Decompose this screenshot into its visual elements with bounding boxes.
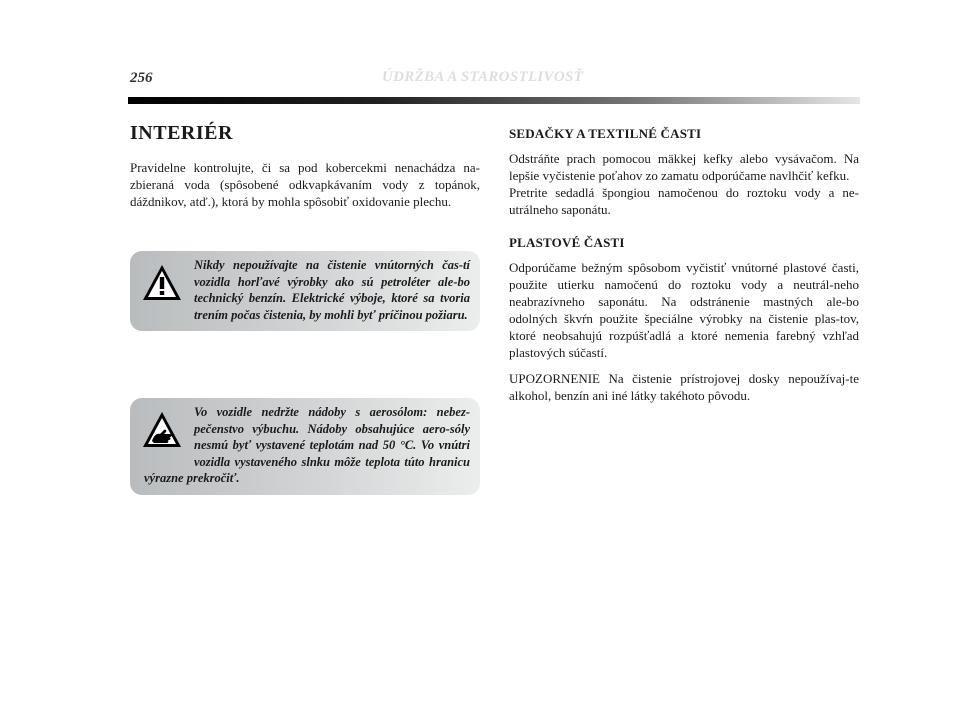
seats-paragraph-1: Odstráňte prach pomocou mäkkej kefky alebo vysávačom. Na lepšie vyčistenie poťahov zo zamatu odporúčame navlhčiť kefku. xyxy=(509,151,859,183)
header-rule xyxy=(128,97,860,104)
plastic-notice-paragraph: UPOZORNENIE Na čistenie prístrojovej dosky nepoužívaj-te alkohol, benzín ani iné látky takéhoto pôvodu. xyxy=(509,371,859,403)
plastic-title: PLASTOVÉ ČASTI xyxy=(509,235,625,250)
left-column xyxy=(130,122,480,210)
warning-text-fire: Nikdy nepoužívajte na čistenie vnútorných čas-tí vozidla horľavé výrobky ako sú petroléter ale-bo technický benzín. Elektrické výboje, ktoré sa tvoria trením počas čistenia, by mohli byť príčinou požiaru. xyxy=(194,258,470,322)
seats-title: SEDAČKY A TEXTILNÉ ČASTI xyxy=(509,126,702,141)
running-header-title: ÚDRŽBA A STAROSTLIVOSŤ xyxy=(382,69,584,85)
section-title: INTERIÉR xyxy=(130,122,233,144)
intro-paragraph: Pravidelne kontrolujte, či sa pod kobercekmi nenachádza na-zbieraná voda (spôsobené odkvapkávaním vody z topánok, dáždnikov, atď.), ktorá by mohla spôsobiť oxidovanie plechu. xyxy=(130,160,480,209)
plastic-paragraph-1: Odporúčame bežným spôsobom vyčistiť vnútorné plastové časti, použite utierku namočenú do roztoku vody a neutrál-neho neabrazívneho saponátu. Na odstránenie mastných ale-bo odolných škvŕn použite špeciálne výrobky na čistenie plas-tov, ktoré neobsahujú rozpúšťadlá a ktoré nemenia farebný vzhľad plastových súčastí. xyxy=(509,260,859,360)
caution-hand-icon xyxy=(140,408,184,452)
warning-box-fire xyxy=(130,251,480,331)
page-number: 256 xyxy=(130,70,153,86)
warning-text-aerosol: Vo vozidle nedržte nádoby s aerosólom: nebez-pečenstvo výbuchu. Nádoby obsahujúce aero-sóly nesmú byť vystavené teplotám nad 50 °C. Vo vnútri vozidla vystaveného slnku môže teplota túto hranicu výrazne prekročiť. xyxy=(144,405,470,485)
seats-paragraph-2: Pretrite sedadlá špongiou namočenou do roztoku vody a ne-utrálneho saponátu. xyxy=(509,185,859,217)
warning-box-aerosol xyxy=(130,398,480,495)
right-column xyxy=(509,126,859,404)
warning-triangle-icon xyxy=(140,261,184,305)
